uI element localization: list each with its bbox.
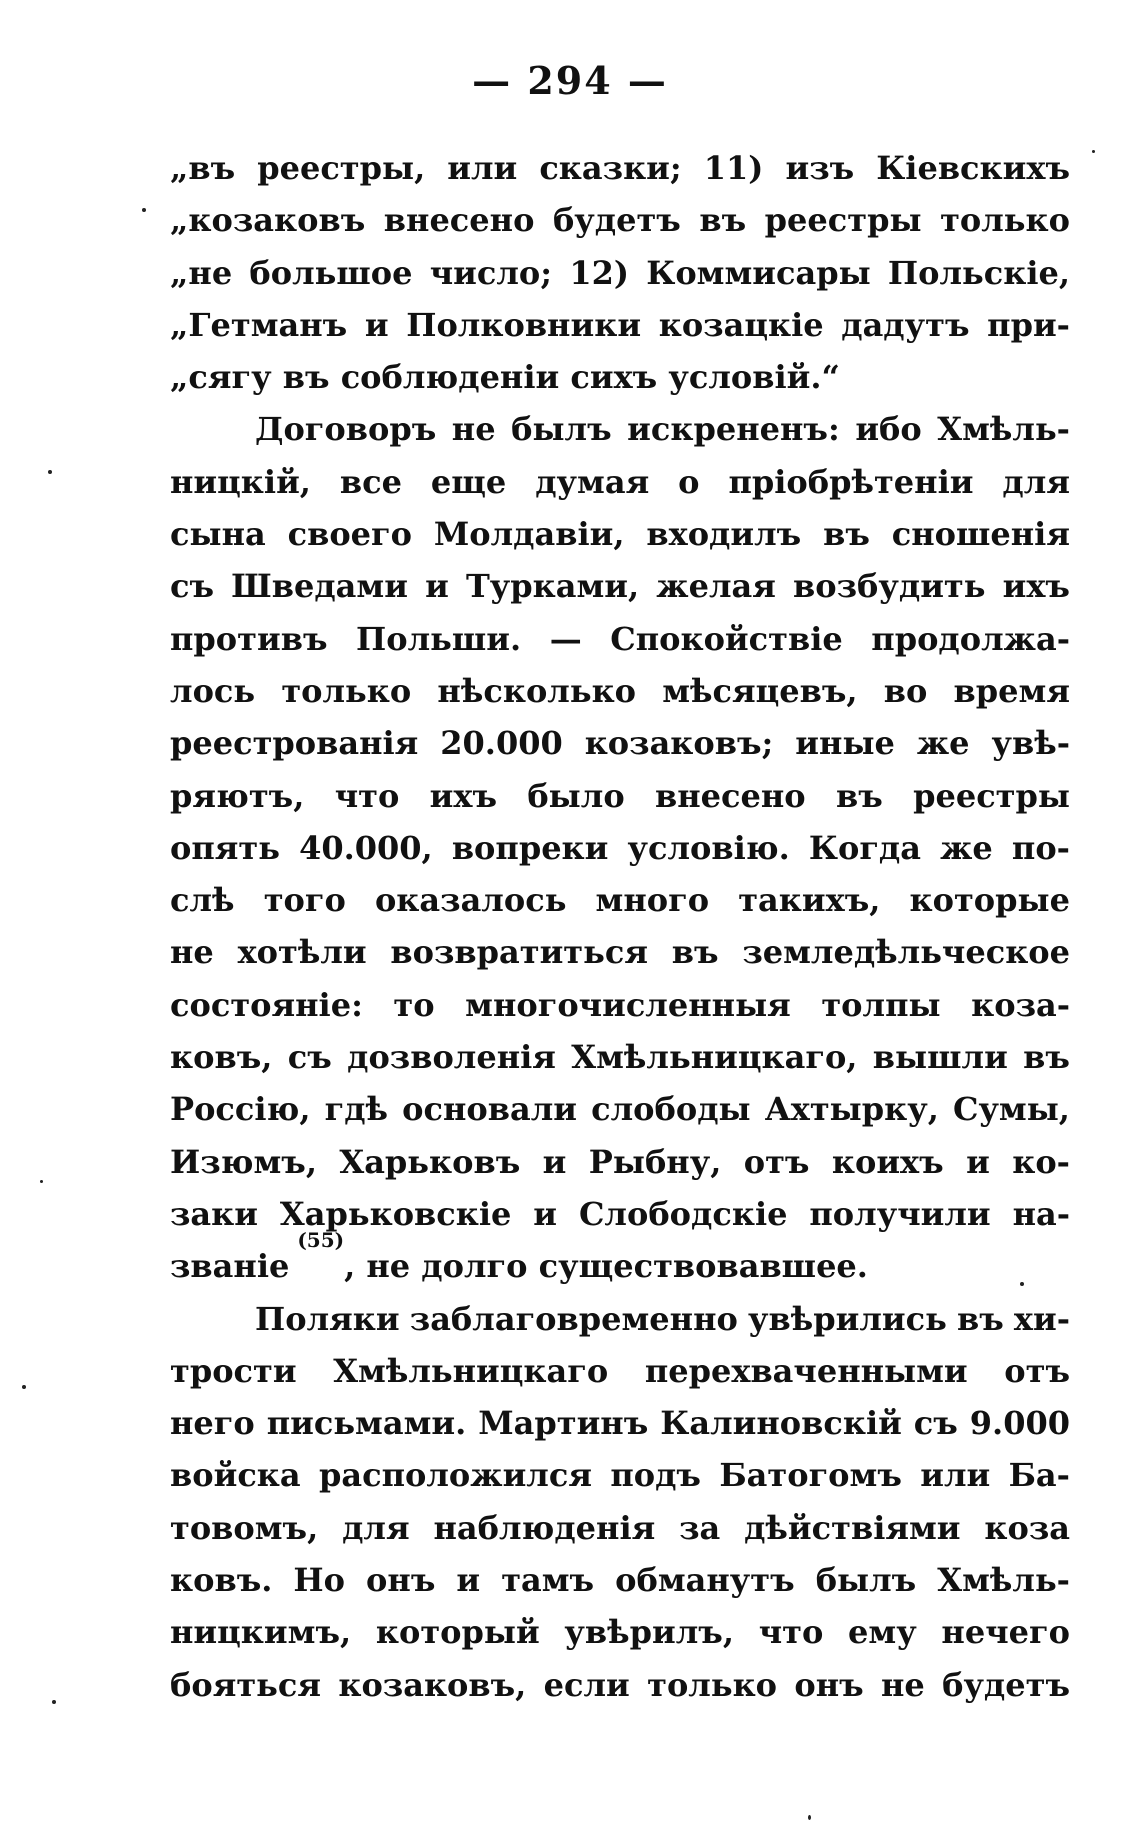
word: — xyxy=(549,619,582,658)
word: отъ xyxy=(1004,1351,1070,1390)
word: въ xyxy=(671,933,719,972)
word: гдѣ xyxy=(324,1090,389,1129)
word: внесено xyxy=(383,201,535,240)
word: думая xyxy=(535,462,650,501)
page-number: — 294 — xyxy=(472,58,668,103)
word: же xyxy=(916,724,970,763)
word: что xyxy=(758,1613,824,1652)
word: Россію, xyxy=(170,1090,311,1129)
word: и xyxy=(456,1561,481,1600)
text-line xyxy=(170,979,1070,1031)
word: только xyxy=(647,1665,778,1704)
word: Хмѣльницкаго xyxy=(333,1351,609,1390)
word: и xyxy=(533,1194,558,1233)
word: хотѣли xyxy=(237,933,367,972)
word: для xyxy=(1002,462,1070,501)
word: если xyxy=(543,1665,630,1704)
scan-speck xyxy=(40,1180,43,1183)
word: съ xyxy=(287,1038,332,1077)
word: Молдавіи, xyxy=(433,515,625,554)
word: увѣ- xyxy=(991,724,1070,763)
scan-speck xyxy=(1020,1282,1024,1286)
text-line-with-footnote xyxy=(170,1228,1070,1292)
word: своего xyxy=(287,515,412,554)
word: перехваченными xyxy=(644,1351,968,1390)
word: ихъ xyxy=(429,776,497,815)
word: нечего xyxy=(941,1613,1070,1652)
text-line xyxy=(170,1659,1070,1711)
word: въ xyxy=(835,776,883,815)
word: то xyxy=(393,985,435,1024)
word: съ xyxy=(170,567,215,606)
word: такихъ, xyxy=(738,881,881,920)
word: Договоръ xyxy=(255,410,437,449)
word: былъ xyxy=(815,1561,917,1600)
word: наблюденія xyxy=(433,1508,656,1547)
word: еще xyxy=(430,462,507,501)
text-line xyxy=(170,1606,1070,1658)
word: большое xyxy=(249,253,413,292)
text-fragment: , не долго существовавшее. xyxy=(344,1247,868,1286)
word: изъ xyxy=(785,149,855,187)
word: 9.000 xyxy=(969,1404,1070,1443)
word: и xyxy=(364,305,389,344)
word: дадутъ xyxy=(841,305,970,344)
word: много xyxy=(595,881,710,920)
word: Батогомъ xyxy=(719,1456,902,1495)
word: о xyxy=(678,462,700,501)
word: что xyxy=(334,776,400,815)
text-line: „сягу въ соблюденіи сихъ условій.“ xyxy=(170,358,840,397)
scan-speck xyxy=(142,208,146,212)
word: реестры, xyxy=(257,149,426,187)
word: сношенія xyxy=(891,515,1070,554)
word: входилъ xyxy=(646,515,802,554)
word: въ xyxy=(1023,1038,1070,1077)
word: 11) xyxy=(703,149,764,187)
text-line xyxy=(170,717,1070,769)
word: коза xyxy=(984,1508,1070,1547)
word: пріобрѣтеніи xyxy=(728,462,974,501)
word: продолжа- xyxy=(871,619,1070,658)
word: на- xyxy=(1012,1194,1070,1233)
word: не xyxy=(170,933,214,972)
word: желая xyxy=(656,567,776,606)
scan-speck xyxy=(808,1815,811,1820)
text-line xyxy=(170,1502,1070,1554)
word: Харьковъ xyxy=(339,1142,521,1181)
word: реестры xyxy=(913,776,1070,815)
word: козацкіе xyxy=(658,305,824,344)
word: Поляки xyxy=(255,1299,400,1338)
word: подъ xyxy=(610,1456,701,1495)
word: ему xyxy=(848,1613,917,1652)
word: обманутъ xyxy=(615,1561,795,1600)
word: же xyxy=(940,828,993,867)
word: мѣсяцевъ, xyxy=(662,671,858,710)
word: „козаковъ xyxy=(170,201,366,240)
word: увѣрилъ, xyxy=(564,1613,734,1652)
word: коза- xyxy=(971,985,1070,1024)
word: искрененъ: xyxy=(627,410,840,449)
word: или xyxy=(447,149,518,187)
word: все xyxy=(339,462,402,501)
word: возбудить xyxy=(793,567,986,606)
word: Рыбну, xyxy=(588,1142,722,1181)
word: внесено xyxy=(655,776,806,815)
word: Изюмъ, xyxy=(170,1142,317,1181)
word: „въ xyxy=(170,149,236,187)
word: опять xyxy=(170,828,280,867)
word: дѣйствіями xyxy=(744,1508,961,1547)
text-line xyxy=(170,508,1070,560)
word: реестры xyxy=(764,201,922,240)
word: Польши. xyxy=(356,619,522,658)
word: войска xyxy=(170,1456,301,1495)
word: заки xyxy=(170,1194,258,1233)
word: заблаговременно xyxy=(409,1299,738,1338)
word: реестрованія xyxy=(170,724,419,763)
word: нѣсколько xyxy=(437,671,637,710)
word: Когда xyxy=(808,828,921,867)
scan-speck xyxy=(52,1700,56,1704)
word: 12) xyxy=(569,253,629,292)
paragraph-start-line xyxy=(170,403,1070,455)
word: трости xyxy=(170,1351,297,1390)
word: по- xyxy=(1011,828,1070,867)
word: отъ xyxy=(743,1142,810,1181)
word: Шведами xyxy=(231,567,408,606)
word: и xyxy=(542,1142,567,1181)
word: лось xyxy=(170,671,256,710)
word: ко- xyxy=(1012,1142,1070,1181)
word: дозволенія xyxy=(347,1038,556,1077)
text-line xyxy=(170,665,1070,717)
word: Мартинъ xyxy=(478,1404,649,1443)
word: Турками, xyxy=(465,567,640,606)
text-line xyxy=(170,1554,1070,1606)
text-line xyxy=(170,1345,1070,1397)
word: которые xyxy=(909,881,1070,920)
text-fragment: званіе xyxy=(170,1247,290,1286)
paragraph-start-line xyxy=(170,1293,1070,1345)
word: не xyxy=(451,410,496,449)
text-line xyxy=(170,613,1070,665)
word: Хмѣль- xyxy=(937,410,1070,449)
word: во xyxy=(883,671,928,710)
text-line xyxy=(170,142,1070,194)
word: который xyxy=(375,1613,540,1652)
word: будетъ xyxy=(552,201,681,240)
word: Но xyxy=(293,1561,345,1600)
word: или xyxy=(920,1456,991,1495)
text-line xyxy=(170,822,1070,874)
word: и xyxy=(425,567,449,606)
word: товомъ, xyxy=(170,1508,319,1547)
word: Харьковскіе xyxy=(279,1194,512,1233)
word: вопреки xyxy=(451,828,609,867)
word: Ахтырку, xyxy=(764,1090,939,1129)
word: сказки; xyxy=(539,149,682,187)
text-line xyxy=(170,456,1070,508)
word: онъ xyxy=(794,1665,864,1704)
word: въ xyxy=(699,201,747,240)
text-line xyxy=(170,560,1070,612)
word: только xyxy=(940,201,1070,240)
word: ковъ. xyxy=(170,1561,273,1600)
text-line xyxy=(170,194,1070,246)
word: Сумы, xyxy=(952,1090,1070,1129)
word: будетъ xyxy=(942,1665,1070,1704)
word: слѣ xyxy=(170,881,235,920)
word: толпы xyxy=(821,985,941,1024)
word: многочисленныя xyxy=(465,985,791,1024)
word: онъ xyxy=(366,1561,436,1600)
word: увѣрились xyxy=(747,1299,947,1338)
word: 20.000 xyxy=(440,724,563,763)
word: съ xyxy=(913,1404,958,1443)
word: него xyxy=(170,1404,255,1443)
word: ницкимъ, xyxy=(170,1613,352,1652)
word: ряютъ, xyxy=(170,776,305,815)
word: для xyxy=(342,1508,410,1547)
word: ницкій, xyxy=(170,462,311,501)
body-text xyxy=(170,142,1070,1711)
word: Спокойствіе xyxy=(610,619,843,658)
text-line xyxy=(170,1449,1070,1501)
word: козаковъ; xyxy=(584,724,774,763)
text-line xyxy=(170,1136,1070,1188)
word: „не xyxy=(170,253,233,292)
word: „Гетманъ xyxy=(170,305,348,344)
word: ибо xyxy=(855,410,922,449)
text-line xyxy=(170,926,1070,978)
word: состояніе: xyxy=(170,985,363,1024)
word: Хмѣль- xyxy=(937,1561,1070,1600)
word: бояться xyxy=(170,1665,321,1704)
scan-speck xyxy=(1092,150,1095,153)
scan-speck xyxy=(22,1385,26,1389)
word: Ба- xyxy=(1008,1456,1070,1495)
word: земледѣльческое xyxy=(742,933,1070,972)
word: коихъ xyxy=(831,1142,944,1181)
word: въ xyxy=(956,1299,1004,1338)
word: въ xyxy=(823,515,870,554)
footnote-reference[interactable]: (55) xyxy=(297,1228,345,1253)
word: слободы xyxy=(591,1090,751,1129)
word: расположился xyxy=(318,1456,592,1495)
scan-speck xyxy=(48,470,52,474)
word: Слободскіе xyxy=(578,1194,788,1233)
word: число; xyxy=(429,253,553,292)
text-line xyxy=(170,1397,1070,1449)
word: письмами. xyxy=(266,1404,467,1443)
word: козаковъ, xyxy=(338,1665,527,1704)
word: ковъ, xyxy=(170,1038,273,1077)
word: тамъ xyxy=(501,1561,595,1600)
word: иные xyxy=(795,724,895,763)
word: не xyxy=(880,1665,925,1704)
word: получили xyxy=(809,1194,991,1233)
word: возвратиться xyxy=(390,933,648,972)
word: условію. xyxy=(627,828,790,867)
word: Кіевскихъ xyxy=(876,149,1070,187)
word: время xyxy=(953,671,1070,710)
word: Хмѣльницкаго, xyxy=(571,1038,858,1077)
word: Польскіе, xyxy=(887,253,1070,292)
word: 40.000, xyxy=(299,828,433,867)
word: и xyxy=(966,1142,990,1181)
text-line xyxy=(170,1031,1070,1083)
word: за xyxy=(679,1508,721,1547)
word: противъ xyxy=(170,619,328,658)
word: хи- xyxy=(1013,1299,1070,1338)
text-line xyxy=(170,1083,1070,1135)
word: оказалось xyxy=(374,881,567,920)
word: основали xyxy=(402,1090,577,1129)
text-line xyxy=(170,770,1070,822)
word: при- xyxy=(987,305,1070,344)
word: только xyxy=(281,671,412,710)
word: Полковники xyxy=(406,305,642,344)
word: того xyxy=(263,881,346,920)
word: вышли xyxy=(872,1038,1008,1077)
word: сына xyxy=(170,515,266,554)
word: ихъ xyxy=(1002,567,1070,606)
word: Калиновскій xyxy=(660,1404,902,1443)
text-line xyxy=(170,299,1070,351)
word: было xyxy=(527,776,625,815)
word: былъ xyxy=(511,410,612,449)
text-line xyxy=(170,874,1070,926)
word: Коммисары xyxy=(646,253,871,292)
text-line xyxy=(170,247,1070,299)
